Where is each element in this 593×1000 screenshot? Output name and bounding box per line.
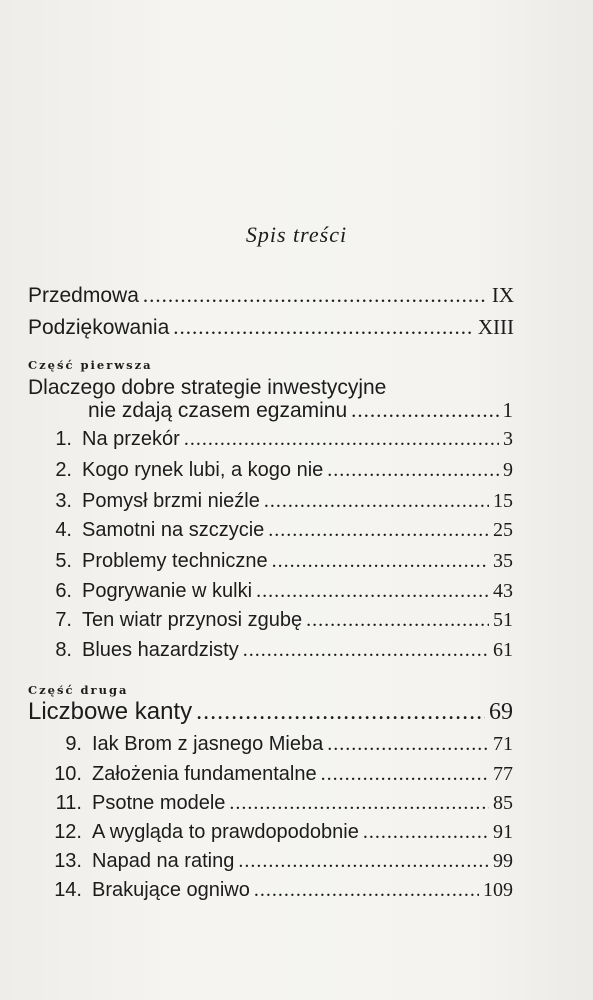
entry-page: 15 [493, 490, 513, 512]
entry-page: IX [491, 283, 514, 307]
leader-dots [238, 850, 489, 873]
entry-page: 9 [503, 459, 513, 481]
leader-dots [196, 699, 485, 726]
leader-dots [272, 550, 489, 573]
leader-dots [256, 580, 489, 603]
chapter-number: 9. [65, 733, 82, 755]
entry-page: XIII [477, 315, 514, 339]
leader-dots [327, 459, 499, 482]
leader-dots [243, 639, 489, 662]
toc-entry-chapter[interactable] [44, 490, 513, 513]
chapter-title: Psotne modele [92, 792, 226, 814]
part-title-line1: Dlaczego dobre strategie inwestycyjne [28, 376, 387, 399]
chapter-number: 14. [54, 879, 82, 901]
chapter-number: 12. [54, 821, 82, 843]
entry-label: Przedmowa [28, 284, 139, 307]
chapter-number: 8. [55, 639, 72, 661]
leader-dots [306, 609, 489, 632]
leader-dots [351, 398, 498, 423]
entry-label: nie zdają czasem egzaminu [88, 399, 348, 422]
chapter-number: 7. [55, 609, 72, 631]
entry-page: 77 [493, 763, 513, 785]
chapter-number: 10. [54, 763, 82, 785]
entry-page: 91 [493, 821, 513, 843]
entry-label: Liczbowe kanty [28, 698, 193, 725]
chapter-number: 11. [55, 792, 82, 814]
chapter-title: Iak Brom z jasnego Mieba [92, 733, 324, 755]
toc-entry-preface[interactable] [28, 283, 514, 308]
entry-page: 71 [493, 733, 513, 755]
part-label: Część pierwsza [28, 358, 153, 372]
chapter-title: A wygląda to prawdopodobnie [92, 821, 359, 843]
leader-dots [254, 879, 479, 902]
toc-entry-chapter[interactable] [44, 821, 513, 844]
entry-page: 35 [493, 550, 513, 572]
toc-entry-chapter[interactable] [44, 428, 513, 451]
chapter-title: Na przekór [82, 428, 180, 450]
part-label: Część druga [28, 683, 129, 697]
chapter-title: Napad na rating [92, 850, 235, 872]
entry-page: 51 [493, 609, 513, 631]
toc-entry-chapter[interactable] [44, 580, 513, 603]
entry-page: 99 [493, 850, 513, 872]
leader-dots [268, 519, 489, 542]
chapter-title: Blues hazardzisty [82, 639, 239, 661]
chapter-title: Brakujące ogniwo [92, 879, 250, 901]
toc-entry-part2[interactable] [28, 698, 513, 726]
toc-entry-acknowledgements[interactable] [28, 315, 514, 340]
toc-entry-chapter[interactable] [44, 792, 513, 815]
chapter-number: 13. [54, 850, 82, 872]
toc-entry-chapter[interactable] [44, 850, 513, 873]
leader-dots [229, 792, 489, 815]
chapter-number: 3. [55, 490, 72, 512]
chapter-number: 4. [55, 519, 72, 541]
toc-entry-chapter[interactable] [44, 550, 513, 573]
leader-dots [143, 283, 488, 308]
leader-dots [264, 490, 489, 513]
chapter-title: Kogo rynek lubi, a kogo nie [82, 459, 324, 481]
leader-dots [173, 315, 474, 340]
entry-page: 69 [489, 699, 513, 725]
entry-page: 109 [483, 879, 513, 901]
chapter-title: Pomysł brzmi nieźle [82, 490, 260, 512]
chapter-number: 2. [55, 459, 72, 481]
entry-page: 25 [493, 519, 513, 541]
entry-page: 1 [502, 398, 513, 422]
toc-entry-chapter[interactable] [44, 459, 513, 482]
chapter-number: 6. [55, 580, 72, 602]
leader-dots [327, 733, 489, 756]
toc-heading: Spis treści [245, 222, 348, 247]
toc-entry-chapter[interactable] [44, 879, 513, 902]
entry-page: 85 [493, 792, 513, 814]
toc-entry-chapter[interactable] [44, 763, 513, 786]
toc-entry-part1[interactable] [88, 398, 513, 423]
chapter-title: Problemy techniczne [82, 550, 268, 572]
entry-page: 3 [503, 428, 513, 450]
toc-entry-chapter[interactable] [44, 639, 513, 662]
entry-page: 61 [493, 639, 513, 661]
chapter-title: Samotni na szczycie [82, 519, 265, 541]
toc-entry-chapter[interactable] [44, 519, 513, 542]
toc-entry-chapter[interactable] [44, 609, 513, 632]
entry-label: Podziękowania [28, 316, 170, 339]
chapter-title: Założenia fundamentalne [92, 763, 317, 785]
leader-dots [184, 428, 499, 451]
leader-dots [363, 821, 489, 844]
chapter-title: Ten wiatr przynosi zgubę [82, 609, 303, 631]
entry-page: 43 [493, 580, 513, 602]
toc-entry-chapter[interactable] [44, 733, 513, 756]
chapter-title: Pogrywanie w kulki [82, 580, 253, 602]
chapter-number: 1. [55, 428, 72, 450]
leader-dots [321, 763, 489, 786]
chapter-number: 5. [55, 550, 72, 572]
